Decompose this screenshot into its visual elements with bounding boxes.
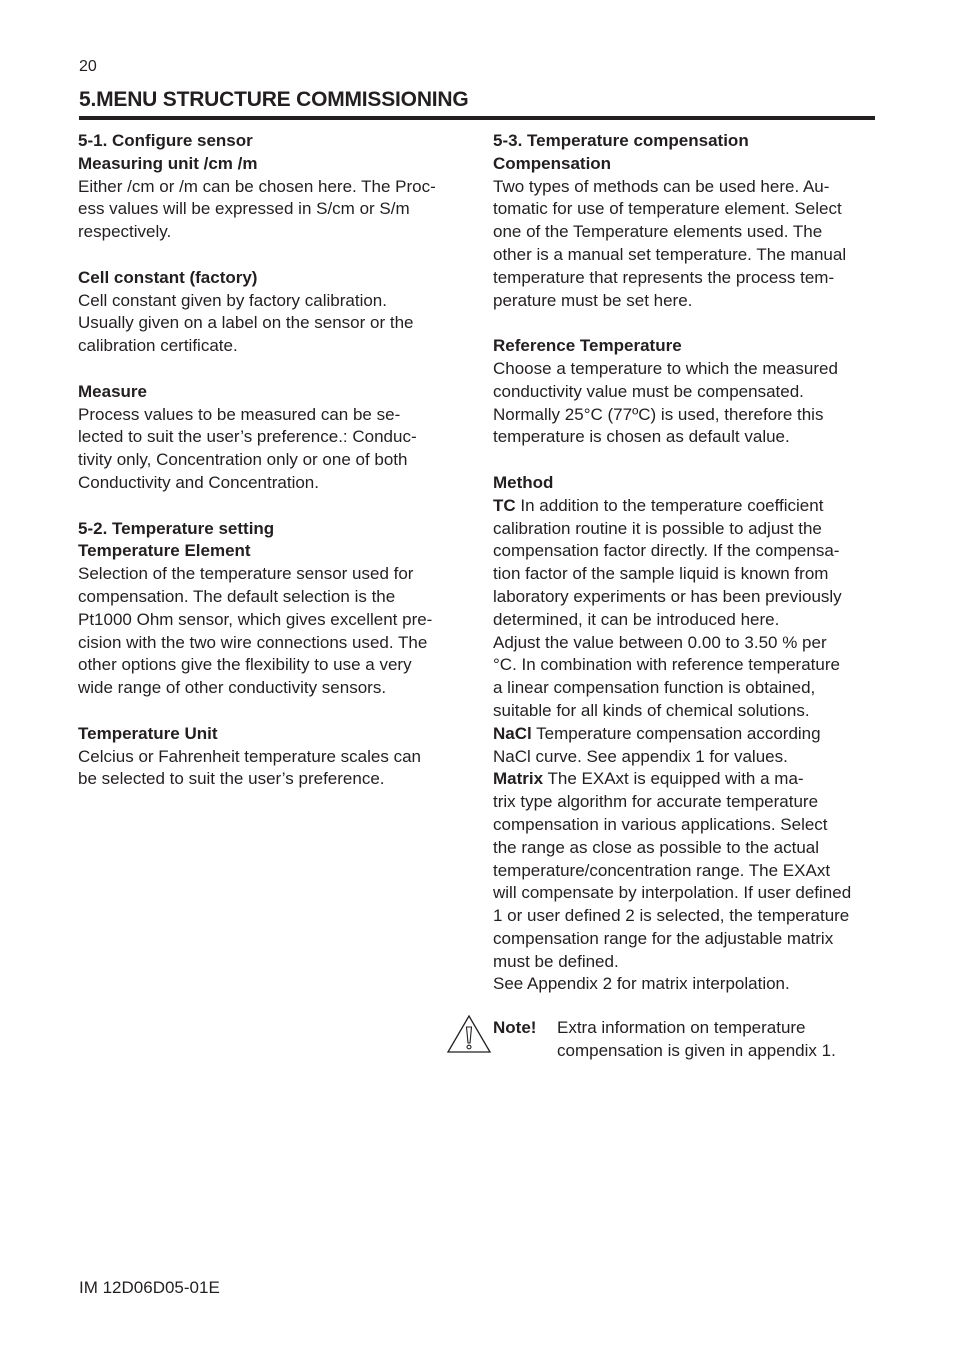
paragraph-line: the range as close as possible to the actual [493, 837, 820, 857]
paragraph-line: Choose a temperature to which the measured [493, 358, 838, 378]
paragraph-line: Celcius or Fahrenheit temperature scales can [78, 746, 421, 766]
paragraph-line: Conductivity and Concentration. [78, 472, 319, 492]
subheading-reference-temperature: Reference Temperature [493, 336, 682, 356]
paragraph-line: See Appendix 2 for matrix interpolation. [493, 974, 790, 994]
paragraph-line: tomatic for use of temperature element. Select [493, 199, 842, 219]
subheading-temperature-element: Temperature Element [78, 541, 251, 561]
chapter-title: 5.MENU STRUCTURE COMMISSIONING [79, 88, 469, 111]
paragraph-line: cision with the two wire connections used. The [78, 632, 428, 652]
subheading-compensation: Compensation [493, 153, 612, 173]
note-text [557, 1017, 836, 1063]
note-line: Extra information on temperature [557, 1018, 806, 1037]
matrix-label: Matrix [493, 769, 544, 789]
subheading-method: Method [493, 472, 554, 492]
title-rule [79, 116, 875, 120]
paragraph-line: lected to suit the user’s preference.: Conduc- [78, 427, 417, 447]
paragraph-gap [493, 449, 883, 472]
paragraph-line [493, 723, 883, 746]
paragraph-line: be selected to suit the user’s preference. [78, 769, 385, 789]
paragraph-line: one of the Temperature elements used. The [493, 222, 823, 242]
paragraph-line: temperature is chosen as default value. [493, 427, 790, 447]
subheading-cell-constant: Cell constant (factory) [78, 267, 258, 287]
paragraph-line: Normally 25°C (77ºC) is used, therefore this [493, 404, 824, 424]
subheading-measure: Measure [78, 381, 147, 401]
paragraph-line: tion factor of the sample liquid is known from [493, 564, 829, 584]
paragraph-line: Adjust the value between 0.00 to 3.50 % per [493, 632, 827, 652]
tc-label: TC [493, 495, 516, 515]
paragraph-gap [78, 700, 468, 723]
paragraph-line: suitable for all kinds of chemical solutions. [493, 700, 810, 720]
paragraph-line: respectively. [78, 222, 172, 242]
paragraph-line: must be defined. [493, 951, 619, 971]
page-number: 20 [79, 58, 97, 75]
paragraph-line: temperature that represents the process tem- [493, 267, 835, 287]
paragraph-line: temperature/concentration range. The EXAxt [493, 860, 831, 880]
matrix-first-line: The EXAxt is equipped with a ma- [543, 769, 804, 789]
paragraph-line: compensation range for the adjustable matrix [493, 928, 834, 948]
paragraph-gap [493, 312, 883, 335]
paragraph-line: Process values to be measured can be se- [78, 404, 401, 424]
paragraph-line: calibration routine it is possible to adjust the [493, 518, 822, 538]
paragraph-gap [78, 358, 468, 381]
paragraph-line: compensation factor directly. If the compensa- [493, 541, 840, 561]
paragraph-line: 1 or user defined 2 is selected, the temperature [493, 906, 850, 926]
paragraph-line: a linear compensation function is obtained, [493, 678, 816, 698]
document-id: IM 12D06D05-01E [79, 1278, 220, 1297]
paragraph-line: compensation in various applications. Select [493, 814, 828, 834]
paragraph-line: wide range of other conductivity sensors. [78, 678, 387, 698]
paragraph-line: laboratory experiments or has been previously [493, 586, 842, 606]
paragraph-gap [78, 495, 468, 518]
section-heading-configure-sensor: 5-1. Configure sensor [78, 131, 253, 150]
paragraph-line: Selection of the temperature sensor used for [78, 564, 414, 584]
paragraph-line: Pt1000 Ohm sensor, which gives excellent pre- [78, 609, 433, 629]
left-column [78, 130, 468, 791]
right-column [493, 130, 883, 996]
paragraph-line: Cell constant given by factory calibration. [78, 290, 387, 310]
paragraph-line: other is a manual set temperature. The manual [493, 244, 847, 264]
paragraph-line: determined, it can be introduced here. [493, 609, 780, 629]
nacl-first-line: Temperature compensation according [531, 723, 821, 743]
paragraph-line: ess values will be expressed in S/cm or S/m [78, 199, 410, 219]
nacl-label: NaCl [493, 723, 532, 743]
paragraph-line: NaCl curve. See appendix 1 for values. [493, 746, 788, 766]
note-line: compensation is given in appendix 1. [557, 1040, 836, 1060]
paragraph-line: other options give the flexibility to use a very [78, 655, 412, 675]
paragraph-line: Two types of methods can be used here. Au- [493, 176, 830, 196]
paragraph-line: Either /cm or /m can be chosen here. The Proc- [78, 176, 436, 196]
paragraph-line: will compensate by interpolation. If user defined [493, 883, 852, 903]
paragraph-line: calibration certificate. [78, 336, 238, 356]
paragraph-line: perature must be set here. [493, 290, 693, 310]
paragraph-line: conductivity value must be compensated. [493, 381, 804, 401]
paragraph-line: trix type algorithm for accurate temperature [493, 792, 819, 812]
paragraph-line: Usually given on a label on the sensor or the [78, 313, 414, 333]
paragraph-line: °C. In combination with reference temperature [493, 655, 840, 675]
paragraph-line [493, 495, 883, 518]
section-heading-temperature-setting: 5-2. Temperature setting [78, 518, 275, 538]
warning-triangle-icon [446, 1014, 492, 1054]
subheading-measuring-unit: Measuring unit /cm /m [78, 153, 258, 173]
paragraph-line: tivity only, Concentration only or one of both [78, 450, 408, 470]
paragraph-gap [78, 244, 468, 267]
paragraph-line: compensation. The default selection is the [78, 586, 396, 606]
subheading-temperature-unit: Temperature Unit [78, 723, 218, 743]
tc-first-line: In addition to the temperature coefficient [515, 495, 824, 515]
section-heading-temperature-compensation: 5-3. Temperature compensation [493, 131, 749, 150]
note-label: Note! [493, 1018, 537, 1037]
paragraph-line [493, 768, 883, 791]
